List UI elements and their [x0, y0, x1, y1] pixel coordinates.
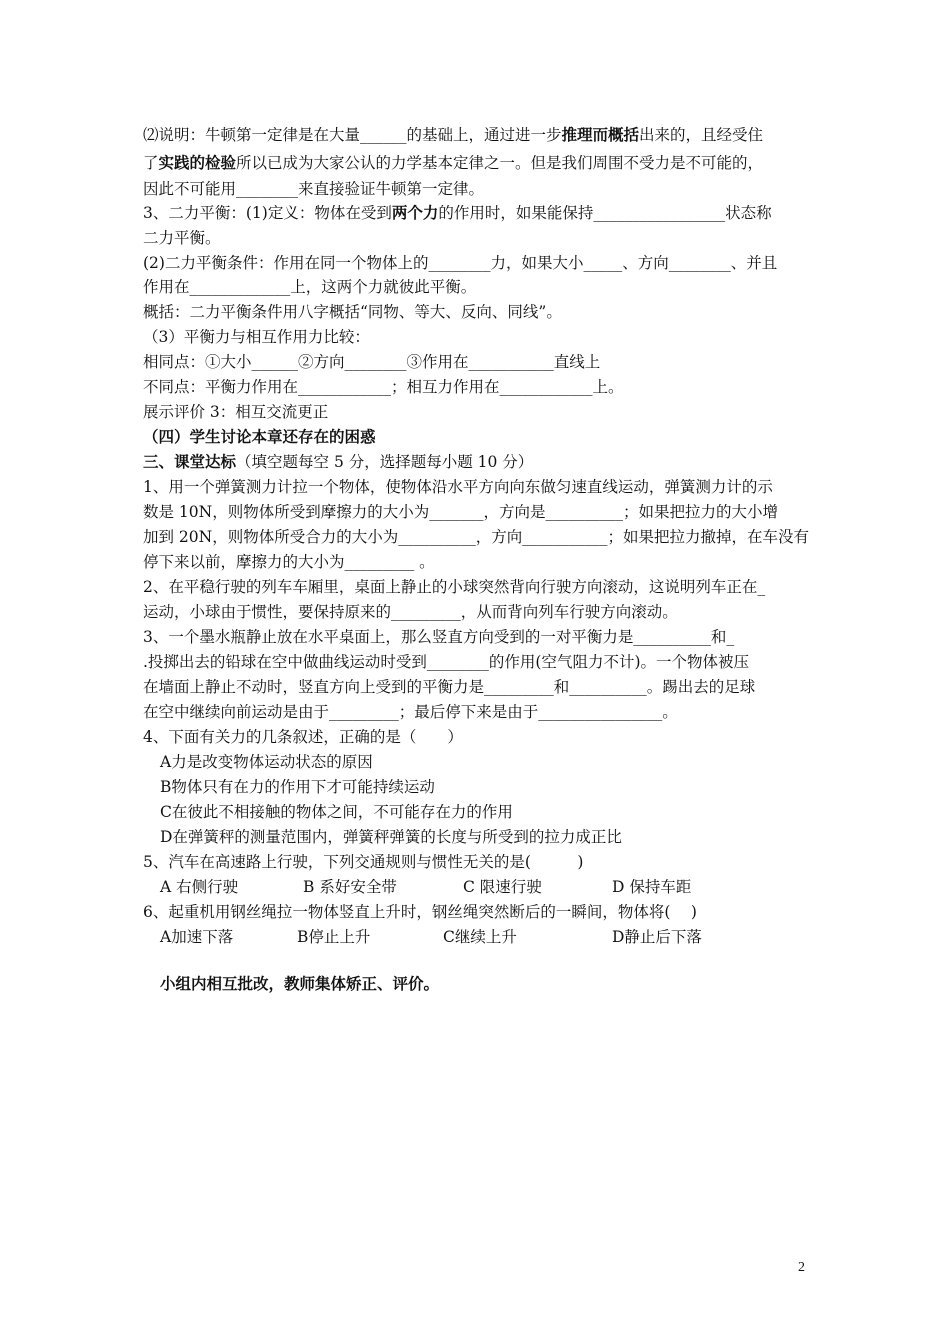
- q3-line-4: 在空中继续向前运动是由于_________；最后停下来是由于________________。: [143, 703, 678, 721]
- explain-text: 了: [143, 154, 159, 172]
- balance-bold: 两个力: [391, 203, 439, 222]
- q6-option-b: B停止上升: [297, 928, 371, 946]
- balance-differences: 不同点：平衡力作用在____________；相互力作用在____________上。: [143, 378, 624, 396]
- explain-text: ⑵说明：牛顿第一定律是在大量______的基础上，通过进一步: [143, 126, 562, 144]
- balance-condition-cont: 作用在_____________上，这两个力就彼此平衡。: [143, 278, 477, 296]
- balance-text: 3、二力平衡：(1)定义：物体在受到: [143, 204, 392, 222]
- explain-line-2: [143, 151, 763, 175]
- class-heading-scoring: （填空题每空 5 分，选择题每小题 10 分）: [236, 453, 534, 471]
- q5-option-b: B 系好安全带: [303, 878, 397, 896]
- q4-option-a: A力是改变物体运动状态的原因: [160, 753, 373, 771]
- q2-line-1: 2、在平稳行驶的列车车厢里，桌面上静止的小球突然背向行驶方向滚动，这说明列车正在_: [143, 578, 766, 596]
- q3-line-3: 在墙面上静止不动时，竖直方向上受到的平衡力是_________和__________。踢出去的足球: [143, 678, 756, 696]
- balance-text: 的作用时，如果能保持_________________状态称: [438, 204, 772, 222]
- balance-line-2: 二力平衡。: [143, 229, 221, 247]
- q4-option-c: C在彼此不相接触的物体之间，不可能存在力的作用: [160, 803, 513, 821]
- q6-option-a: A加速下落: [160, 928, 234, 946]
- explain-text: 出来的，且经受住: [639, 126, 764, 144]
- q4-option-d: D在弹簧秤的测量范围内，弹簧秤弹簧的长度与所受到的拉力成正比: [160, 828, 622, 846]
- q5-option-d: D 保持车距: [612, 878, 692, 896]
- explain-bold: 推理而概括: [561, 125, 640, 144]
- q1-line-2: 数是 10N，则物体所受到摩擦力的大小为_______，方向是__________；如果把拉力的大小增: [143, 503, 778, 521]
- class-heading: [143, 450, 533, 474]
- q6-option-d: D静止后下落: [612, 928, 702, 946]
- q5-option-c: C 限速行驶: [463, 878, 542, 896]
- q2-line-2: 运动，小球由于惯性，要保持原来的_________，从而背向列车行驶方向滚动。: [143, 603, 678, 621]
- class-heading-title: 三、课堂达标: [143, 452, 237, 471]
- page-number: 2: [798, 1260, 805, 1275]
- q1-line-1: 1、用一个弹簧测力计拉一个物体，使物体沿水平方向向东做匀速直线运动，弹簧测力计的示: [143, 478, 773, 496]
- q6-stem: 6、起重机用钢丝绳拉一物体竖直上升时，钢丝绳突然断后的一瞬间，物体将( ): [143, 903, 697, 921]
- explain-bold: 实践的检验: [158, 153, 237, 172]
- q1-line-3: 加到 20N，则物体所受合力的大小为__________，方向___________；如果把拉力撤掉，在车没有: [143, 528, 809, 546]
- q1-line-4: 停下来以前，摩擦力的大小为_________ 。: [143, 553, 435, 571]
- q3-line-2: .投掷出去的铅球在空中做曲线运动时受到________的作用(空气阻力不计)。一个物体被压: [143, 653, 750, 671]
- explain-line-1: [143, 123, 763, 147]
- q5-stem: 5、汽车在高速路上行驶，下列交通规则与惯性无关的是( ): [143, 853, 584, 871]
- q4-stem: 4、下面有关力的几条叙述，正确的是（ ）: [143, 728, 463, 746]
- explain-text: 所以已成为大家公认的力学基本定律之一。但是我们周围不受力是不可能的，: [236, 154, 764, 172]
- discussion-heading: （四）学生讨论本章还存在的困惑: [143, 427, 376, 446]
- balance-compare-heading: （3）平衡力与相互作用力比较：: [143, 328, 370, 346]
- balance-evaluation: 展示评价 3：相互交流更正: [143, 403, 329, 421]
- balance-definition: [143, 201, 772, 225]
- balance-similarities: 相同点：①大小______②方向________③作用在___________直线上: [143, 353, 601, 371]
- q5-option-a: A 右侧行驶: [160, 878, 239, 896]
- explain-line-3: 因此不可能用________来直接验证牛顿第一定律。: [143, 180, 485, 198]
- q6-option-c: C继续上升: [443, 928, 517, 946]
- balance-summary: 概括：二力平衡条件用八字概括“同物、等大、反向、同线”。: [143, 303, 562, 321]
- balance-condition: (2)二力平衡条件：作用在同一个物体上的________力，如果大小_____、方向________、并且: [143, 254, 778, 272]
- q4-option-b: B物体只有在力的作用下才可能持续运动: [160, 778, 435, 796]
- closing-note: 小组内相互批改，教师集体矫正、评价。: [160, 974, 440, 993]
- q3-line-1: 3、一个墨水瓶静止放在水平桌面上，那么竖直方向受到的一对平衡力是__________和_: [143, 628, 735, 646]
